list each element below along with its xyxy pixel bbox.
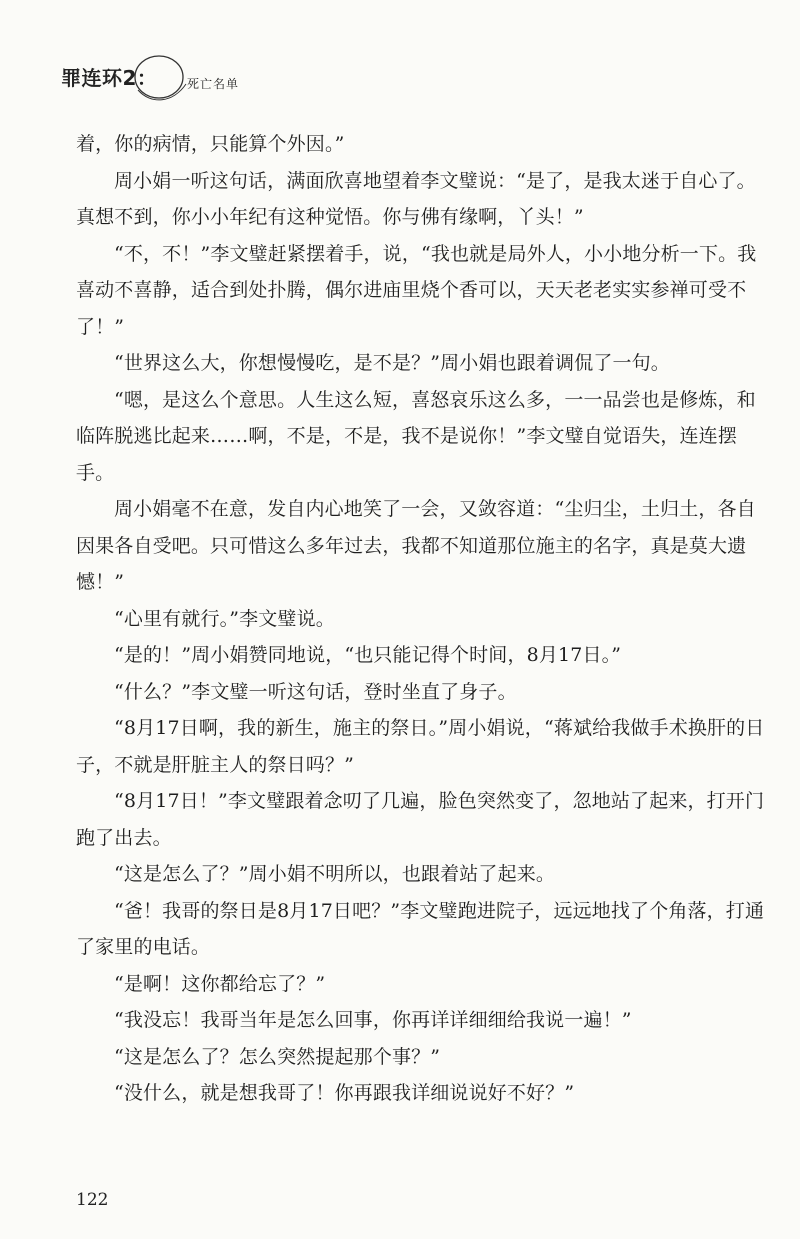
body-text	[76, 126, 766, 1112]
paragraph: “这是怎么了？”周小娟不明所以，也跟着站了起来。	[114, 863, 556, 885]
paragraph: “世界这么大，你想慢慢吃，是不是？”周小娟也跟着调侃了一句。	[114, 352, 670, 374]
paragraph: 周小娟毫不在意，发自内心地笑了一会，又敛容道：“尘归尘，土归土，各自因果各自受吧。只可惜这么多年过去，我都不知道那位施主的名字，真是莫大遗憾！”	[76, 498, 756, 593]
paragraph: “不，不！”李文璧赶紧摆着手，说，“我也就是局外人，小小地分析一下。我喜动不喜静，适合到处扑腾，偶尔进庙里烧个香可以，天天老老实实参禅可受不了！”	[76, 242, 757, 338]
page-number: 122	[76, 1190, 109, 1210]
running-header	[48, 55, 348, 107]
paragraph: “爸！我哥的祭日是8月17日吧？”李文璧跑进院子，远远地找了个角落，打通了家里的电话。	[76, 899, 765, 958]
series-title-badge	[48, 55, 198, 107]
paragraph: “8月17日！”李文璧跟着念叨了几遍，脸色突然变了，忽地站了起来，打开门跑了出去。	[76, 790, 765, 849]
paragraph: “我没忘！我哥当年是怎么回事，你再详详细细给我说一遍！”	[114, 1009, 632, 1031]
paragraph: “心里有就行。”李文璧说。	[114, 607, 335, 630]
paragraph: “这是怎么了？怎么突然提起那个事？”	[114, 1045, 441, 1068]
paragraph: “没什么，就是想我哥了！你再跟我详细说说好不好？”	[114, 1082, 575, 1104]
paragraph-continuation: 着，你的病情，只能算个外因。”	[76, 133, 345, 155]
paragraph: “嗯，是这么个意思。人生这么短，喜怒哀乐这么多，一一品尝也是修炼，和临阵脱逃比起来……啊，不是，不是，我不是说你！”李文璧自觉语失，连连摆手。	[76, 388, 756, 484]
paragraph: “8月17日啊，我的新生，施主的祭日。”周小娟说，“蒋斌给我做手术换肝的日子，不就是肝脏主人的祭日吗？”	[76, 717, 765, 776]
book-subtitle: 死亡名单	[187, 77, 240, 91]
paragraph: 周小娟一听这句话，满面欣喜地望着李文璧说：“是了，是我太迷于自心了。真想不到，你小小年纪有这种觉悟。你与佛有缘啊，丫头！”	[76, 169, 756, 228]
series-title: 罪连环2：	[61, 66, 158, 90]
paragraph: “是啊！这你都给忘了？”	[114, 972, 326, 995]
paragraph: “是的！”周小娟赞同地说，“也只能记得个时间，8月17日。”	[114, 644, 622, 666]
paragraph: “什么？”李文璧一听这句话，登时坐直了身子。	[114, 680, 517, 703]
